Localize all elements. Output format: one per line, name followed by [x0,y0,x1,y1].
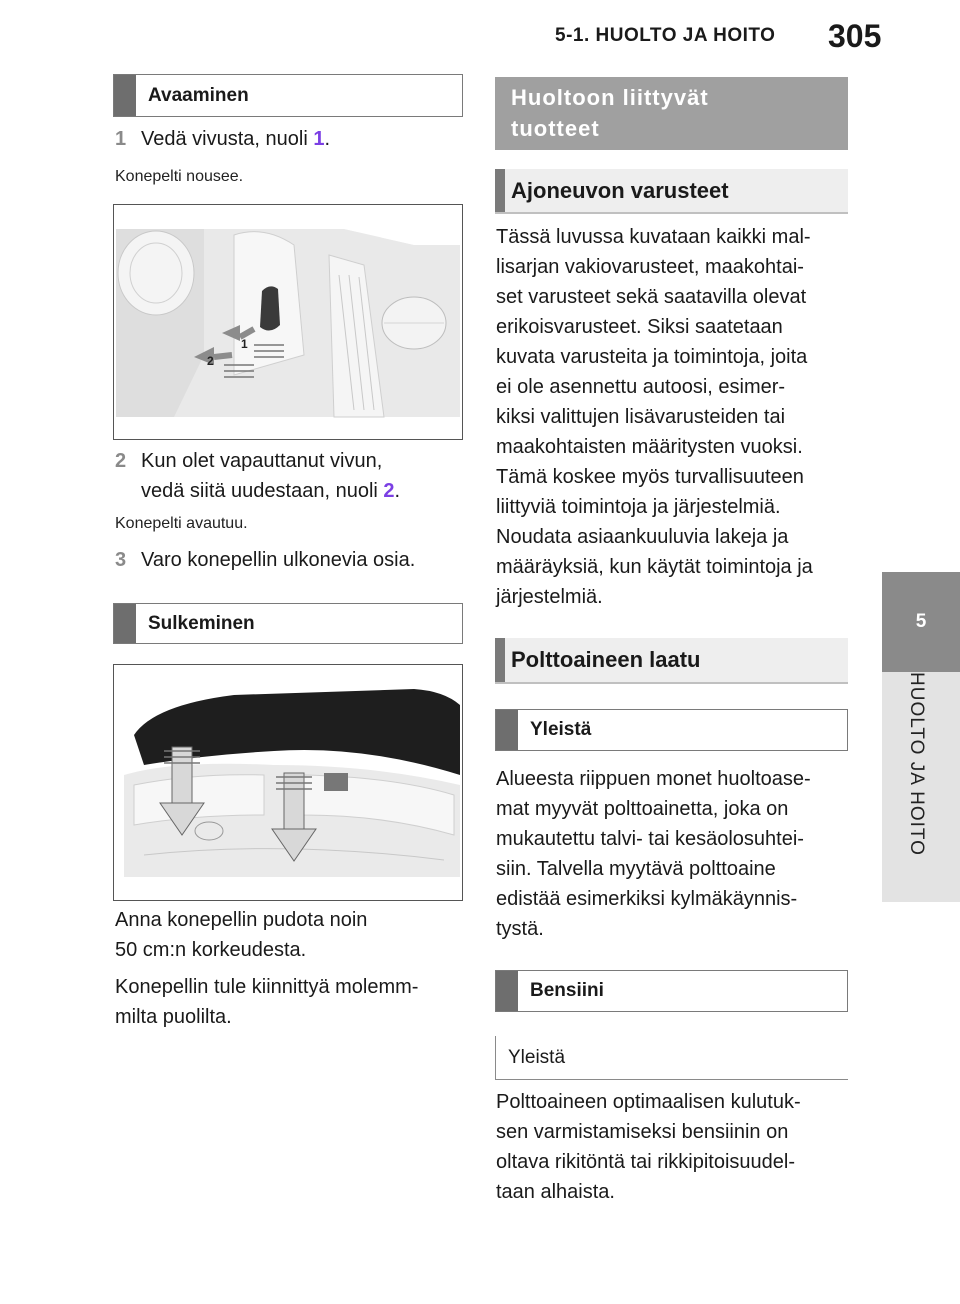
figure-hood-lever [113,204,463,440]
figure-label-1: 1 [241,337,248,351]
heading-general [495,709,848,751]
heading-line: Huoltoon liittyvät [511,85,709,110]
line: Anna konepellin pudota noin [115,909,368,931]
line: Konepellin tule kiinnittyä molemm- [115,976,419,998]
subheading-fuel-quality [495,638,848,684]
line: 50 cm:n korkeudesta. [115,939,307,961]
heading-label: Yleistä [530,719,592,740]
line: Noudata asiaankuuluvia lakeja ja [496,526,789,548]
heading-label: Avaaminen [148,84,249,106]
line: määräyksiä, kun käytät toimintoja ja [496,556,813,578]
line: edistää esimerkiksi kylmäkäynnis- [496,888,798,910]
step-number: 2 [115,450,127,472]
line: siin. Talvella myytävä polttoaine [496,858,776,880]
step-text-2: vedä siitä uudestaan, nuoli [141,480,384,502]
line: maakohtaisten määritysten vuoksi. [496,436,803,458]
heading-bar [495,638,505,682]
line: Tämä koskee myös turvallisuuteen [496,466,804,488]
heading-label: Sulkeminen [148,612,255,634]
paragraph-drop-height [115,905,367,965]
main-heading-service-products [495,77,848,150]
step-3 [115,545,415,575]
line: kuvata varusteita ja toimintoja, joita [496,346,808,368]
step-number: 1 [115,128,127,150]
line: mat myyvät polttoainetta, joka on [496,798,789,820]
step-2 [115,446,400,506]
line: set varusteet sekä saatavilla olevat [496,286,807,308]
step-end: . [394,480,401,502]
page-number: 305 [828,18,882,54]
step-1 [115,124,330,154]
section-title: 5-1. HUOLTO JA HOITO [555,25,776,46]
heading-petrol [495,970,848,1012]
arrow-ref: 1 [313,128,325,150]
step-number: 3 [115,549,127,571]
hood-closing-illustration [114,665,462,900]
hood-lever-illustration [114,205,462,439]
step-text: Kun olet vapauttanut vivun, [141,450,383,472]
heading-label: Ajoneuvon varusteet [511,177,729,203]
line: Tässä luvussa kuvataan kaikki mal- [496,226,811,248]
line: oltava rikitöntä tai rikkipitoisuudel- [496,1151,796,1173]
figure-label-2: 2 [207,354,214,368]
heading-opening [113,74,463,117]
line: järjestelmiä. [496,586,603,608]
heading-label: Bensiini [530,980,604,1001]
step-text: Vedä vivusta, nuoli [141,128,314,150]
line: lisarjan vakiovarusteet, maakohtai- [496,256,804,278]
line: liittyviä toimintoja ja järjestelmiä. [496,496,781,518]
arrow-ref: 2 [383,480,395,502]
step-text: Varo konepellin ulkonevia osia. [141,549,416,571]
line: mukautettu talvi- tai kesäolosuhtei- [496,828,804,850]
heading-label: Yleistä [508,1046,566,1068]
heading-bar [496,710,518,750]
heading-closing [113,603,463,644]
step-end: . [324,128,331,150]
line: sen varmistamiseksi bensiinin on [496,1121,789,1143]
subheading-general [495,1036,848,1080]
heading-bar [496,971,518,1011]
chapter-number: 5 [882,572,960,672]
note-hood-rises: Konepelti nousee. [115,168,244,185]
paragraph-equipment [496,222,813,612]
heading-bar [114,75,136,116]
heading-bar [114,604,136,643]
note-hood-opens: Konepelti avautuu. [115,515,248,532]
line: milta puolilta. [115,1006,232,1028]
paragraph-latched [115,972,418,1032]
heading-label: Polttoaineen laatu [511,647,701,672]
chapter-label: HUOLTO JA HOITO [906,672,927,856]
figure-hood-closing [113,664,463,901]
line: taan alhaista. [496,1181,615,1203]
line: Polttoaineen optimaalisen kulutuk- [496,1091,801,1113]
subheading-vehicle-equipment [495,169,848,214]
paragraph-petrol [496,1087,801,1207]
heading-line: tuotteet [511,116,600,141]
heading-bar [495,169,505,212]
line: Alueesta riippuen monet huoltoase- [496,768,811,790]
line: kiksi valittujen lisävarusteiden tai [496,406,786,428]
line: erikoisvarusteet. Siksi saatetaan [496,316,783,338]
line: ei ole asennettu autoosi, esimer- [496,376,786,398]
paragraph-fuel-seasonal [496,764,811,944]
line: tystä. [496,918,544,940]
